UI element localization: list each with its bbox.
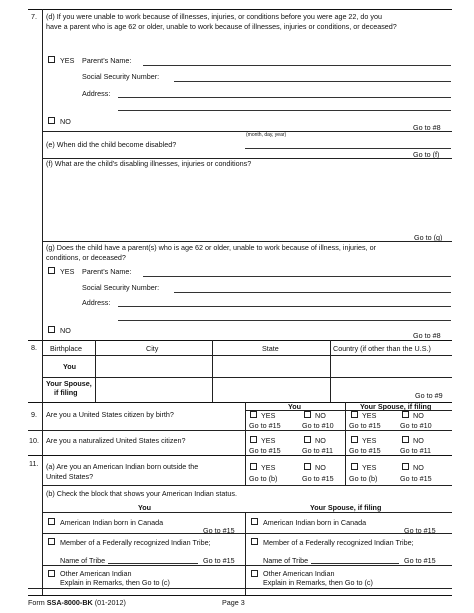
question-number-10: 10. xyxy=(29,436,39,445)
q11b-you-other-label-line1: Other American Indian xyxy=(60,569,132,578)
g-goto-8: Go to #8 xyxy=(413,331,441,340)
q9-you-no-goto: Go to #10 xyxy=(302,421,334,430)
q7g-text-line2: conditions, or deceased? xyxy=(46,253,126,262)
parent-name-field[interactable] xyxy=(143,65,451,66)
date-format-hint: (month, day, year) xyxy=(246,132,287,138)
q9-text: Are you a United States citizen by birth? xyxy=(46,410,174,419)
g-ssn-field[interactable] xyxy=(174,292,451,293)
q11-you-no-goto: Go to #15 xyxy=(302,474,334,483)
q7d-yes-checkbox[interactable] xyxy=(48,56,55,63)
goto-f: Go to (f) xyxy=(413,150,440,159)
q11b-spouse-canada-checkbox[interactable] xyxy=(251,518,258,525)
q9-spouse-no-checkbox[interactable] xyxy=(402,411,409,418)
q7g-no-label: NO xyxy=(60,326,71,335)
parent-name-label: Parent’s Name: xyxy=(82,56,132,65)
q10-you-no-checkbox[interactable] xyxy=(304,436,311,443)
q10-spouse-yes-label: YES xyxy=(362,436,377,445)
q11b-you-canada-label: American Indian born in Canada xyxy=(60,518,164,527)
q11-spouse-yes-goto: Go to (b) xyxy=(349,474,378,483)
q11b-spouse-tribe-checkbox[interactable] xyxy=(251,538,258,545)
q11b-you-canada-goto: Go to #15 xyxy=(203,526,235,535)
birthplace-header: Birthplace xyxy=(50,344,82,353)
q9-you-no-label: NO xyxy=(315,411,326,420)
q7f-text: (f) What are the child’s disabling illnesses, injuries or conditions? xyxy=(46,159,252,168)
q11b-spouse-canada-label: American Indian born in Canada xyxy=(263,518,367,527)
address-label: Address: xyxy=(82,89,111,98)
form-date: (01-2012) xyxy=(92,598,126,607)
q11b-spouse-other-checkbox[interactable] xyxy=(251,570,258,577)
q10-text: Are you a naturalized United States citizen? xyxy=(46,436,186,445)
q7g-text-line1: (g) Does the child have a parent(s) who is age 62 or older, unable to work because of illness, injuries, or xyxy=(46,243,377,252)
q11b-you-tribe-label: Member of a Federally recognized Indian Tribe; xyxy=(60,538,211,547)
q9-spouse-no-label: NO xyxy=(413,411,424,420)
q7d-no-checkbox[interactable] xyxy=(48,117,55,124)
form-prefix: Form xyxy=(28,598,47,607)
q9-you-yes-checkbox[interactable] xyxy=(250,411,257,418)
q11-you-no-label: NO xyxy=(315,463,326,472)
q10-spouse-no-label: NO xyxy=(413,436,424,445)
q10-you-yes-goto: Go to #15 xyxy=(249,446,281,455)
question-number-11: 11. xyxy=(29,459,39,468)
q11b-spouse-header: Your Spouse, if filing xyxy=(310,503,382,512)
row-spouse-label-line1: Your Spouse, xyxy=(46,379,92,388)
q7d-yes-label: YES xyxy=(60,56,75,65)
g-address-field-line1[interactable] xyxy=(118,306,451,307)
g-address-label: Address: xyxy=(82,298,111,307)
question-number-9: 9. xyxy=(31,410,37,419)
q11b-you-tribe-name-field[interactable] xyxy=(108,563,198,564)
q10-spouse-yes-checkbox[interactable] xyxy=(351,436,358,443)
q10-spouse-yes-goto: Go to #15 xyxy=(349,446,381,455)
q9-you-no-checkbox[interactable] xyxy=(304,411,311,418)
q11b-you-other-checkbox[interactable] xyxy=(48,570,55,577)
q11-you-yes-goto: Go to (b) xyxy=(249,474,278,483)
q10-you-no-goto: Go to #11 xyxy=(302,446,334,455)
q9-spouse-yes-label: YES xyxy=(362,411,377,420)
q7d-text-line2: have a parent who is age 62 or older, unable to work because of illnesses, injuries or conditions, or deceased? xyxy=(46,22,397,31)
q11b-you-other-label-line2: Explain in Remarks, then Go to (c) xyxy=(60,578,170,587)
q11a-text-line2: United States? xyxy=(46,472,94,481)
q11b-spouse-canada-goto: Go to #15 xyxy=(404,526,436,535)
q7d-no-label: NO xyxy=(60,117,71,126)
q11-you-yes-label: YES xyxy=(261,463,276,472)
you-column-header: You xyxy=(288,402,302,411)
ssn-field[interactable] xyxy=(174,81,451,82)
address-field-line1[interactable] xyxy=(118,97,451,98)
q11-spouse-no-label: NO xyxy=(413,463,424,472)
q11b-spouse-tribe-name-label: Name of Tribe xyxy=(263,556,309,565)
q11-you-yes-checkbox[interactable] xyxy=(250,463,257,470)
question-number-7: 7. xyxy=(31,12,37,21)
q9-spouse-yes-goto: Go to #15 xyxy=(349,421,381,430)
q11b-you-tribe-goto: Go to #15 xyxy=(203,556,235,565)
q10-you-yes-label: YES xyxy=(261,436,276,445)
disability-date-field[interactable] xyxy=(245,148,451,149)
q7d-text-line1: (d) If you were unable to work because of illnesses, injuries, or conditions before you were age 22, do you xyxy=(46,12,383,21)
q9-spouse-yes-checkbox[interactable] xyxy=(351,411,358,418)
q11a-text-line1: (a) Are you an American Indian born outside the xyxy=(46,462,199,471)
q11-spouse-yes-label: YES xyxy=(362,463,377,472)
q11b-spouse-other-label-line2: Explain in Remarks, then Go to (c) xyxy=(263,578,373,587)
q10-you-no-label: NO xyxy=(315,436,326,445)
q9-you-yes-goto: Go to #15 xyxy=(249,421,281,430)
g-ssn-label: Social Security Number: xyxy=(82,283,160,292)
q11b-you-tribe-name-label: Name of Tribe xyxy=(60,556,106,565)
q11-spouse-no-goto: Go to #15 xyxy=(400,474,432,483)
question-number-8: 8. xyxy=(31,343,37,352)
row-spouse-label-line2: if filing xyxy=(54,388,78,397)
q11b-you-header: You xyxy=(138,503,152,512)
q10-spouse-no-goto: Go to #11 xyxy=(400,446,432,455)
goto-g: Go to (g) xyxy=(414,233,443,242)
q11b-you-canada-checkbox[interactable] xyxy=(48,518,55,525)
city-header: City xyxy=(146,344,159,353)
g-address-field-line2[interactable] xyxy=(118,320,451,321)
goto-9: Go to #9 xyxy=(415,391,443,400)
q11-spouse-yes-checkbox[interactable] xyxy=(351,463,358,470)
q9-you-yes-label: YES xyxy=(261,411,276,420)
q11b-spouse-tribe-name-field[interactable] xyxy=(311,563,399,564)
country-header: Country (if other than the U.S.) xyxy=(333,344,431,353)
spouse-column-header: Your Spouse, if filing xyxy=(360,402,432,411)
address-field-line2[interactable] xyxy=(118,110,451,111)
q7g-no-checkbox[interactable] xyxy=(48,326,55,333)
q11b-text: (b) Check the block that shows your American Indian status. xyxy=(46,489,237,498)
q11-you-no-checkbox[interactable] xyxy=(304,463,311,470)
form-identifier xyxy=(28,598,126,607)
form-id: SSA-8000-BK xyxy=(46,598,93,607)
q10-spouse-no-checkbox[interactable] xyxy=(402,436,409,443)
q11b-spouse-other-label-line1: Other American Indian xyxy=(263,569,335,578)
q11b-you-tribe-checkbox[interactable] xyxy=(48,538,55,545)
goto-8: Go to #8 xyxy=(413,123,441,132)
row-you-label: You xyxy=(63,362,77,371)
g-parent-name-label: Parent’s Name: xyxy=(82,267,132,276)
q11b-spouse-tribe-goto: Go to #15 xyxy=(404,556,436,565)
q7e-text: (e) When did the child become disabled? xyxy=(46,140,177,149)
q7g-yes-checkbox[interactable] xyxy=(48,267,55,274)
state-header: State xyxy=(262,344,279,353)
g-parent-name-field[interactable] xyxy=(143,276,451,277)
q11-spouse-no-checkbox[interactable] xyxy=(402,463,409,470)
q10-you-yes-checkbox[interactable] xyxy=(250,436,257,443)
q7g-yes-label: YES xyxy=(60,267,75,276)
q9-spouse-no-goto: Go to #10 xyxy=(400,421,432,430)
q11b-spouse-tribe-label: Member of a Federally recognized Indian Tribe; xyxy=(263,538,414,547)
ssn-label: Social Security Number: xyxy=(82,72,160,81)
page-number: Page 3 xyxy=(222,598,245,607)
